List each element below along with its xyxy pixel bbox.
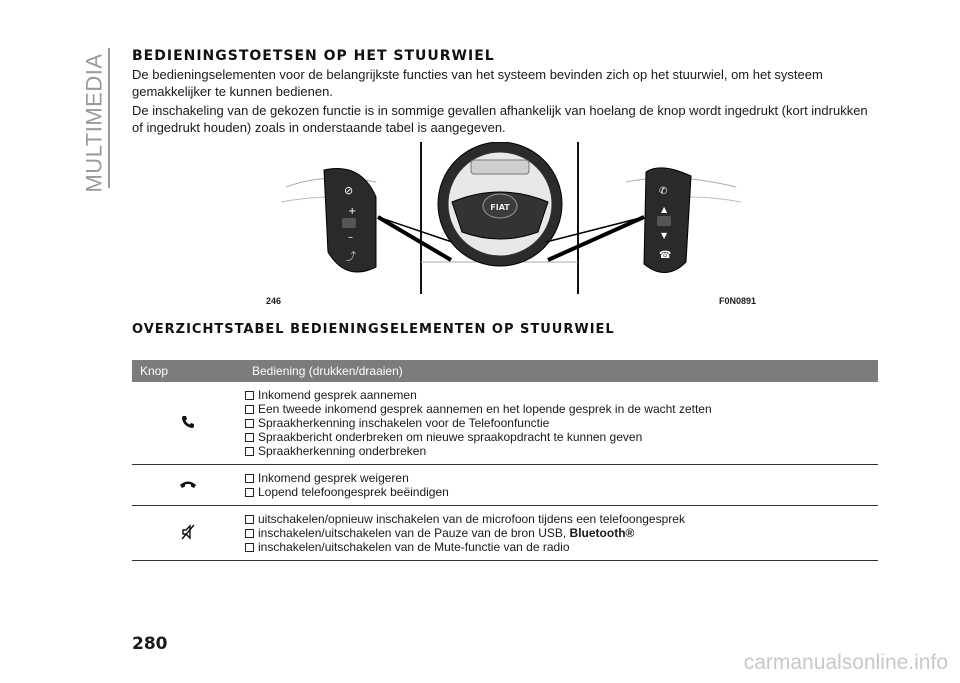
table-row <box>132 506 878 561</box>
list-item: Een tweede inkomend gesprek aannemen en het lopende gesprek in de wacht zetten <box>244 402 878 416</box>
side-tab <box>82 53 108 193</box>
list-item: uitschakelen/opnieuw inschakelen van de microfoon tijdens een telefoongesprek <box>244 512 878 526</box>
list-item: Spraakherkenning inschakelen voor de Telefoonfunctie <box>244 416 878 430</box>
icon-cell <box>132 382 244 465</box>
list-item: inschakelen/uitschakelen van de Mute-functie van de radio <box>244 540 878 554</box>
svg-text:⊘: ⊘ <box>344 184 354 197</box>
left-control-pod <box>324 169 376 272</box>
list-item: Inkomend gesprek weigeren <box>244 471 878 485</box>
icon-cell <box>132 465 244 506</box>
items-cell <box>244 506 878 561</box>
steering-wheel-figure <box>266 142 756 312</box>
svg-text:✆: ✆ <box>659 186 668 197</box>
figure-number: 246 <box>266 296 282 306</box>
section-steering-controls <box>132 48 880 136</box>
bluetooth-label: Bluetooth® <box>569 526 635 540</box>
overview-table-title: OVERZICHTSTABEL BEDIENINGSELEMENTEN OP STUURWIEL <box>132 322 615 337</box>
fiat-logo: FIAT <box>490 203 510 212</box>
svg-text:+: + <box>348 206 357 217</box>
steering-wheel <box>438 142 562 266</box>
items-cell <box>244 465 878 506</box>
page-number: 280 <box>132 634 168 654</box>
list-item: Spraakbericht onderbreken om nieuwe spraakopdracht te kunnen geven <box>244 430 878 444</box>
right-control-pod <box>644 168 691 273</box>
watermark: carmanualsonline.info <box>743 651 948 674</box>
detail-paragraph: De inschakeling van de gekozen functie is in sommige gevallen afhankelijk van hoelang de knop wordt ingedrukt (kort indrukken of ingedrukt houden) zoals in onderstaande tabel is aangegeven. <box>132 103 868 135</box>
figure-code: F0N0891 <box>718 296 756 306</box>
phone-answer-icon <box>180 414 196 430</box>
controls-overview-table <box>132 360 878 561</box>
list-item-text: inschakelen/uitschakelen van de Pauze van de bron USB, <box>258 526 570 540</box>
svg-text:☎: ☎ <box>659 250 672 261</box>
svg-text:▼: ▼ <box>661 231 668 240</box>
mute-icon <box>180 523 196 541</box>
section-title: BEDIENINGSTOETSEN OP HET STUURWIEL <box>132 48 495 64</box>
list-item: Spraakherkenning onderbreken <box>244 444 878 458</box>
svg-text:–: – <box>348 232 353 243</box>
steering-wheel-illustration <box>266 142 756 294</box>
phone-hangup-icon <box>179 478 197 490</box>
icon-cell <box>132 506 244 561</box>
svg-text:▲: ▲ <box>661 205 668 214</box>
list-item: Inkomend gesprek aannemen <box>244 388 878 402</box>
header-knop: Knop <box>132 360 244 382</box>
table-row <box>132 465 878 506</box>
table-header-row <box>132 360 878 382</box>
list-item: Lopend telefoongesprek beëindigen <box>244 485 878 499</box>
items-cell <box>244 382 878 465</box>
side-tab-label: MULTIMEDIA <box>82 53 108 193</box>
side-tab-divider <box>108 48 110 188</box>
intro-paragraph: De bedieningselementen voor de belangrijkste functies van het systeem bevinden zich op het stuurwiel, om het systeem gemakkelijker te kunnen bedienen. <box>132 67 823 99</box>
svg-text:⤴: ⤴ <box>346 252 356 263</box>
header-bediening: Bediening (drukken/draaien) <box>244 360 878 382</box>
list-item <box>244 526 878 540</box>
table-row <box>132 382 878 465</box>
